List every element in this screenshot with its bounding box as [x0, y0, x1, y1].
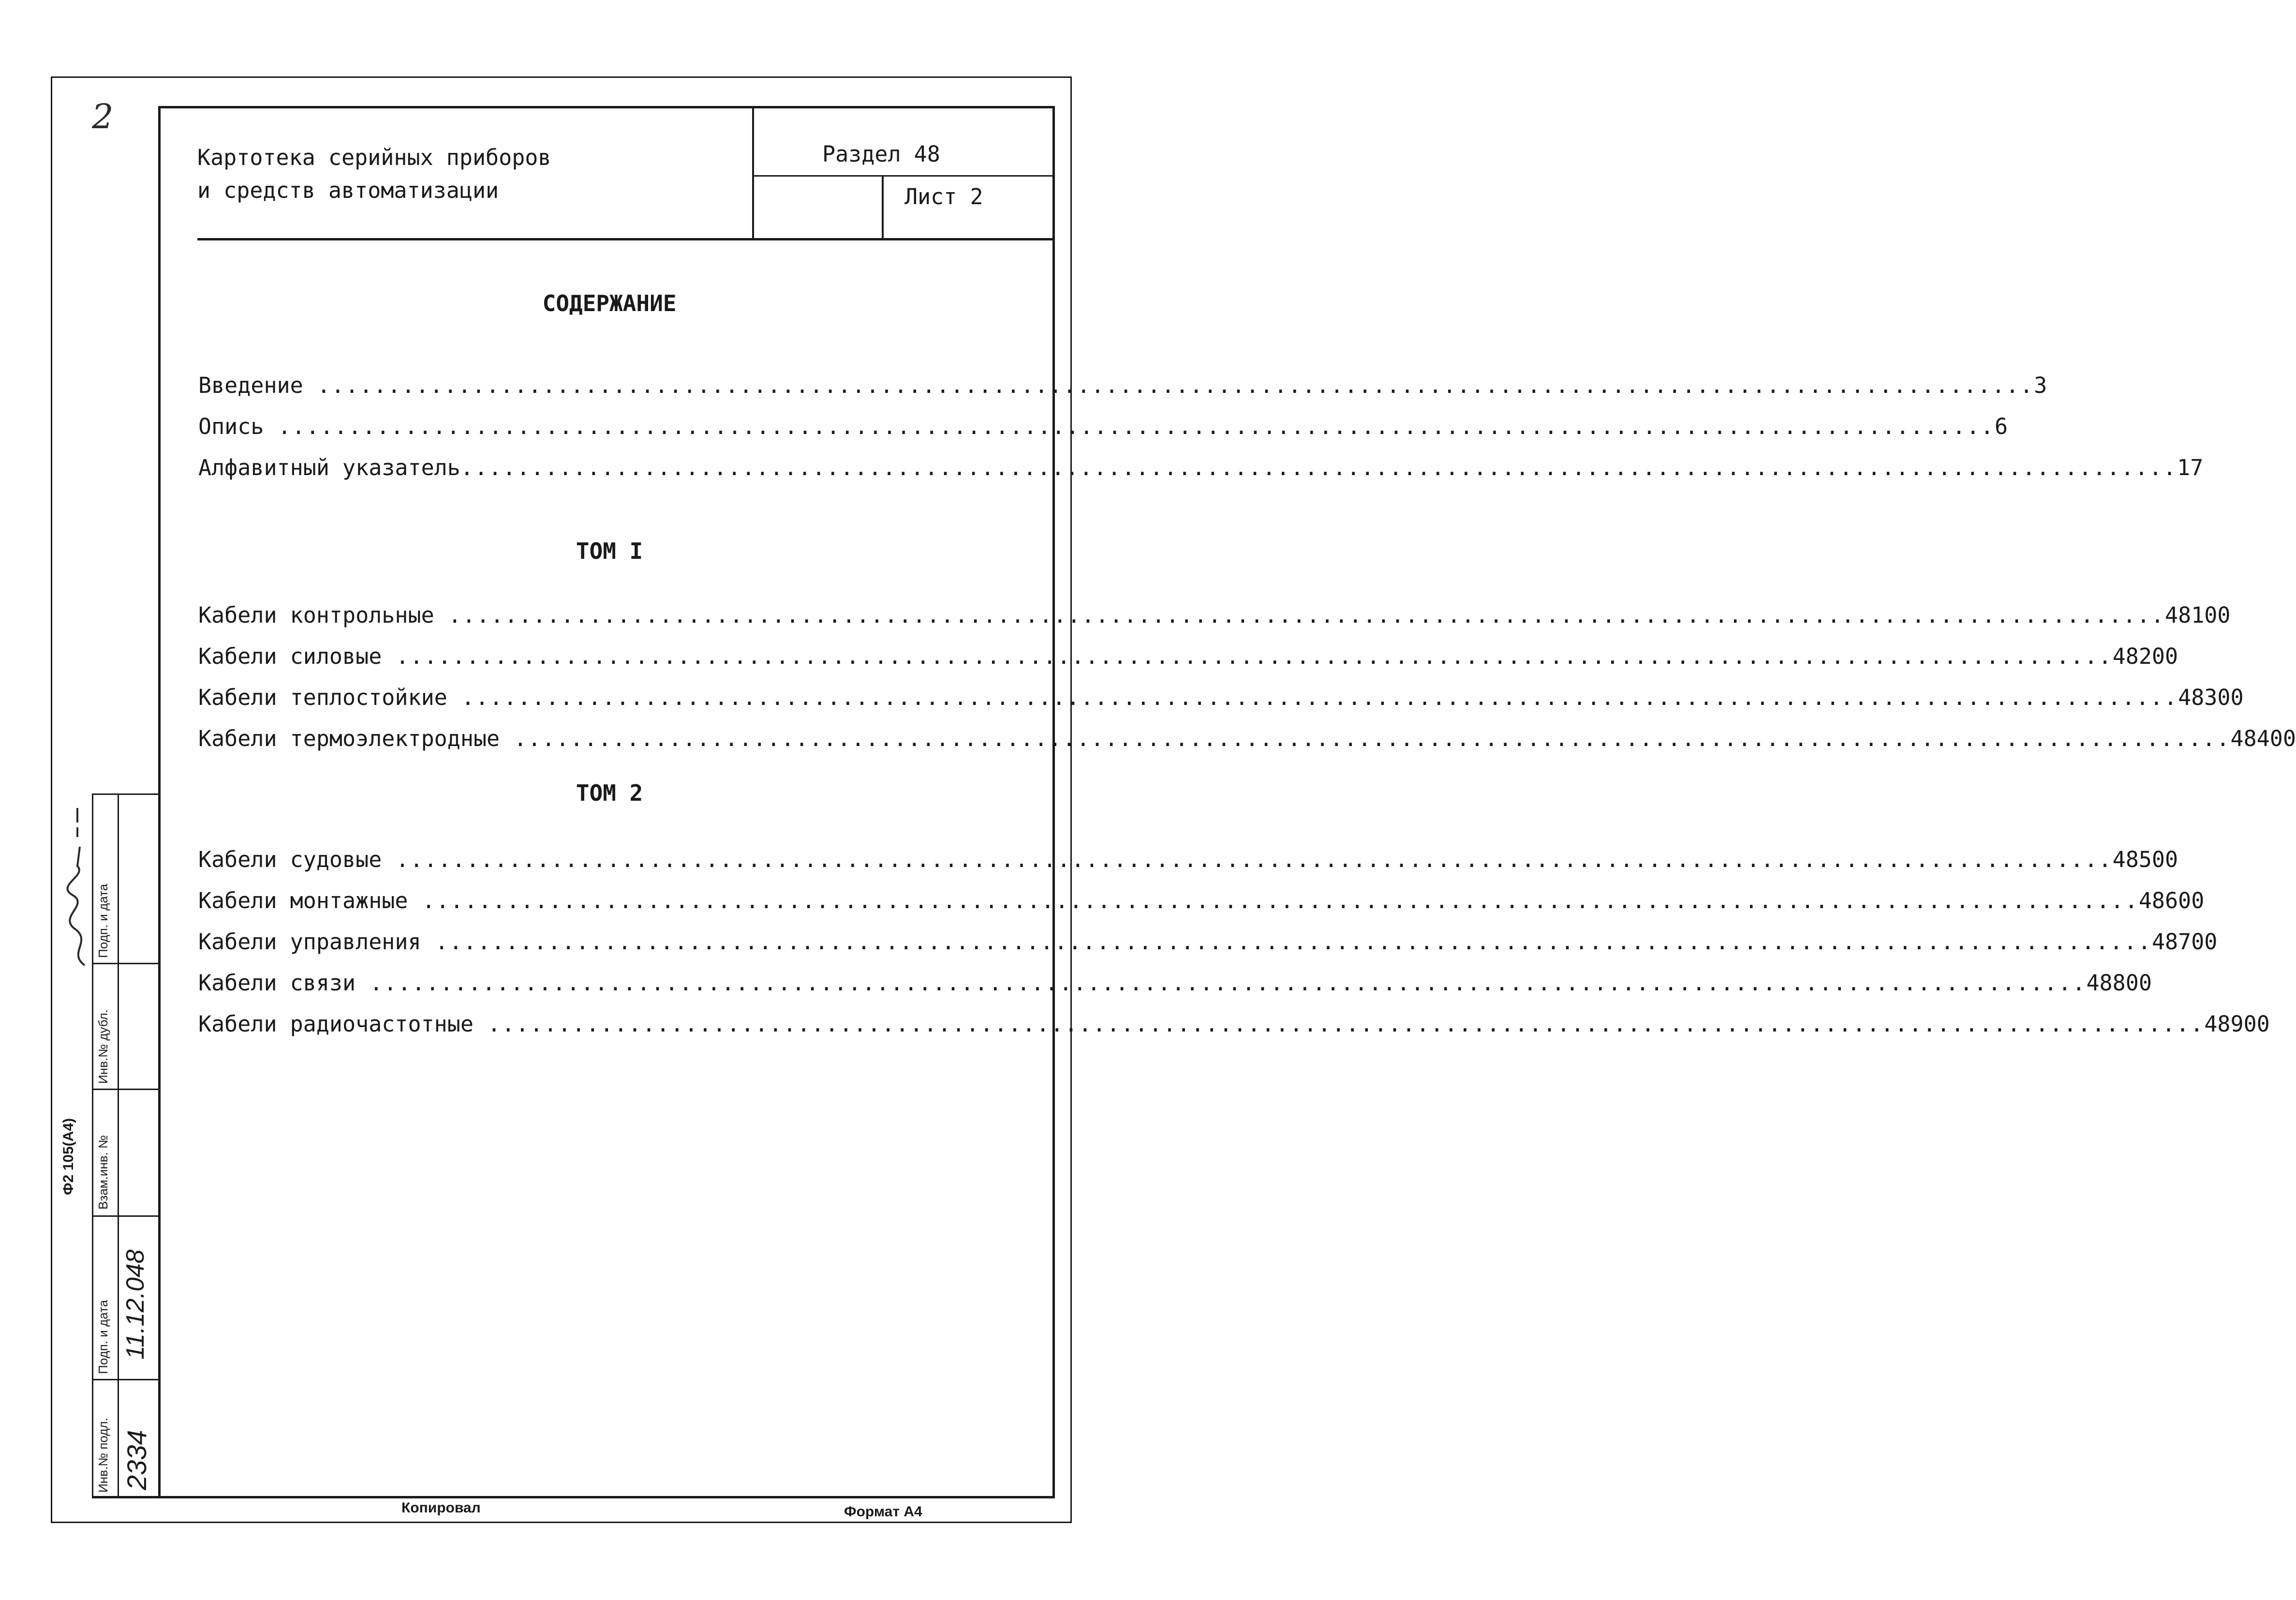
stamp-label-podp-data-1: Подп. и дата [96, 1300, 110, 1374]
toc-item-label: Кабели радиочастотные [198, 1011, 474, 1037]
toc-item-label: Кабели силовые [198, 643, 382, 669]
toc-leader-dots: .......................................................................................................................... [264, 414, 1995, 439]
stamp-handwritten-inv: 2334 [121, 1430, 152, 1490]
toc-leader-dots: .......................................................................................................................... [460, 455, 2177, 480]
toc-item [198, 970, 2152, 1004]
volume2-heading: ТОМ 2 [576, 780, 643, 806]
toc-item-page: 48200 [2112, 643, 2178, 669]
toc-leader-dots: .......................................................................................................................... [382, 643, 2113, 669]
toc-leader-dots: .......................................................................................................................... [408, 888, 2139, 913]
toc-item-page: 48300 [2178, 685, 2244, 710]
stamp-label-vzam-inv: Взам.инв. № [96, 1135, 110, 1210]
toc-item [198, 455, 2204, 489]
toc-item-label: Кабели управления [198, 929, 421, 955]
toc-item-page: 3 [2034, 373, 2047, 398]
toc-item-label: Опись [198, 414, 264, 439]
section-number: Раздел 48 [822, 141, 940, 167]
toc-item-label: Кабели термоэлектродные [198, 726, 500, 751]
contents-heading: СОДЕРЖАНИЕ [542, 290, 677, 316]
frame-right [1052, 106, 1055, 1498]
header-title-line1: Картотека серийных приборов [197, 145, 551, 170]
stamp-label-inv-dubl: Инв.№ дубл. [96, 1009, 110, 1084]
stamp-row-divider-1 [92, 963, 160, 964]
toc-item-page: 48900 [2204, 1011, 2270, 1037]
toc-item [198, 373, 2047, 406]
toc-item-label: Кабели связи [198, 970, 356, 996]
toc-item-page: 48800 [2086, 970, 2152, 996]
toc-item [198, 602, 2231, 636]
toc-item-label: Кабели судовые [198, 847, 382, 872]
signature-scribble [65, 803, 94, 968]
frame-left [158, 106, 161, 1498]
toc-leader-dots: .......................................................................................................................... [382, 847, 2113, 872]
toc-item [198, 929, 2218, 963]
toc-item [198, 414, 2008, 448]
title-block-bottom [197, 238, 1055, 240]
volume1-heading: ТОМ I [576, 538, 643, 564]
stamp-row-divider-4 [92, 1379, 160, 1380]
outer-border-bottom [51, 1522, 1071, 1523]
toc-item [198, 847, 2178, 881]
frame-top [158, 106, 1055, 108]
frame-bottom [92, 1496, 1055, 1498]
stamp-column-divider [118, 793, 119, 1497]
toc-item [198, 1011, 2270, 1045]
toc-item-page: 48600 [2138, 888, 2205, 913]
stamp-label-inv-podl: Инв.№ подл. [96, 1418, 110, 1493]
outer-border-right [1070, 76, 1072, 1523]
page-mark: 2 [92, 97, 114, 136]
toc-item [198, 643, 2178, 677]
toc-item [198, 888, 2205, 922]
stamp-top [92, 793, 160, 795]
toc-item [198, 685, 2244, 718]
title-block-divider-vertical [752, 106, 754, 239]
stamp-row-divider-3 [92, 1215, 160, 1217]
stamp-row-divider-2 [92, 1089, 160, 1090]
toc-item-page: 48100 [2165, 602, 2231, 628]
toc-leader-dots: .......................................................................................................................... [500, 726, 2231, 751]
title-block-divider-horizontal [752, 175, 1055, 177]
toc-item-label: Кабели теплостойкие [198, 685, 447, 710]
stamp-handwritten-signature [65, 803, 100, 968]
footer-copied: Копировал [401, 1500, 481, 1516]
toc-leader-dots: .......................................................................................................................... [421, 929, 2152, 955]
toc-item-page: 17 [2177, 455, 2204, 480]
toc-item-label: Кабели монтажные [198, 888, 408, 913]
toc-item-page: 48500 [2112, 847, 2178, 872]
header-title [197, 141, 551, 207]
stamp-handwritten-date: 11.12.048 [121, 1249, 149, 1360]
header-title-line2: и средств автоматизации [197, 178, 499, 203]
toc-leader-dots: .......................................................................................................................... [356, 970, 2087, 996]
form-code: Ф2 105(А4) [60, 1118, 76, 1195]
toc-leader-dots: .......................................................................................................................... [303, 373, 2034, 398]
toc-item [198, 726, 2296, 760]
toc-leader-dots: .......................................................................................................................... [473, 1011, 2205, 1037]
toc-leader-dots: .......................................................................................................................... [434, 602, 2165, 628]
toc-item-label: Алфавитный указатель [198, 455, 460, 480]
toc-item-label: Кабели контрольные [198, 602, 434, 628]
outer-border-left [51, 76, 52, 1523]
title-block-divider-sheet [882, 175, 884, 239]
toc-item-page: 48400 [2230, 726, 2296, 751]
outer-border-top [51, 76, 1071, 78]
footer-format: Формат А4 [844, 1504, 922, 1520]
toc-leader-dots: .......................................................................................................................... [447, 685, 2178, 710]
toc-item-page: 6 [1994, 414, 2008, 439]
toc-item-page: 48700 [2151, 929, 2218, 955]
sheet-number: Лист 2 [904, 184, 983, 209]
stamp-label-podp-data-2: Подп. и дата [96, 883, 110, 958]
toc-item-label: Введение [198, 373, 303, 398]
